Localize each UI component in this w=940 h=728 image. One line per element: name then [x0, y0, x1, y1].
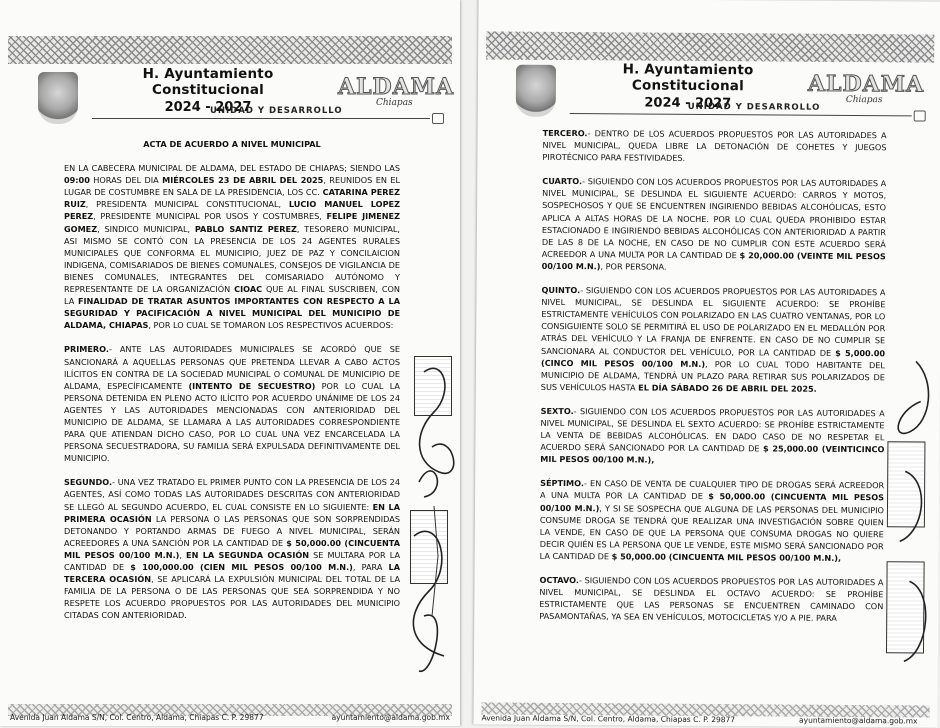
page-2-body	[539, 127, 887, 637]
clause-cuarto: CUARTO.- SIGUIENDO CON LOS ACUERDOS PROPUESTOS POR LAS AUTORIDADES A NIVEL MUNICIPAL, SE DESLINDA EL SIGUIENTE ACUERDO: CARROS Y MOTOS, SOSPECHOSOS Y QUE SE ENCUENTREN INGIRIENDO BEBIDAS ALCOHÓLICAS, ESTO APLICA A ALTAS HORAS DE LA NOCHE. POR LO CUAL QUEDA PROHIBIDO ESTAR ESTACIONADO E INGIRIENDO BEBIDAS ALCOHÓLICAS CON ANTERIORIDAD A PARTIR DE LAS 8 DE LA NOCHE, EN CASO DE NO CUMPLIR CON ESTE ACUERDO SERÁ ACREEDOR A UNA MULTA POR LA CANTIDAD DE $ 20,000.00 (VEINTE MIL PESOS 00/100 M.N.), POR PERSONA.	[541, 176, 887, 272]
letterhead-title: H. Ayuntamiento Constitucional	[622, 61, 754, 95]
clause-segundo: SEGUNDO.- UNA VEZ TRATADO EL PRIMER PUNTO CON LA PRESENCIA DE LOS 24 AGENTES, ASÍ COMO TODAS LAS AUTORIDADES DESCRITAS CON ANTERIORIDAD SE LLEGÓ AL SEGUNDO ACUERDO, EL CUAL CONSISTE EN LO SIGUIENTE: EN LA PRIMERA OCASIÓN LA PERSONA O LAS PERSONAS QUE SON SORPRENDIDAS DETONANDO Y PORTANDO ARMAS DE FUEGO A NIVEL MUNICIPAL, SERÁN ACREEDORES A UNA SANCIÓN POR LA CANTIDAD DE $ 50,000.00 (CINCUENTA MIL PESOS 00/100 M.N.), EN LA SEGUNDA OCASIÓN SE MULTARA POR LA CANTIDAD DE $ 100,000.00 (CIEN MIL PESOS 00/100 M.N.), PARA LA TERCERA OCASIÓN, SE APLICARÁ LA EXPULSIÓN MUNICIPAL DEL TOTAL DE LA FAMILIA DE LA PERSONA O DE LAS PERSONAS QUE SEA SORPRENDIDA Y NO RESPETE LOS ACUERDO PROPUESTOS POR LAS AUTORIDADES DEL MUNICIPIO CITADAS CON ANTERIORIDAD.	[64, 477, 401, 621]
header-pattern-band	[486, 31, 934, 62]
aldama-logo	[338, 70, 455, 114]
clause-sexto: SEXTO.- SIGUIENDO CON LOS ACUERDOS PROPUESTOS POR LAS AUTORIDADES A NIVEL MUNICIPAL, SE DESLINDA EL SEXTO ACUERDO: SE PROHÍBE ESTRICTAMENTE LA VENTA DE BEBIDAS ALCOHÓLICAS. EN DADO CASO DE NO RESPETAR EL ACUERDO SERÁ SANCIONADO POR LA CANTIDAD DE $ 25,000.00 (VEINTICINCO MIL PESOS 00/100 M.N.),	[540, 405, 885, 465]
letterhead-motto: UNIDAD Y DESARROLLO	[210, 106, 343, 116]
footer-address: Avenida Juan Aldama S/N, Col. Centro, Aldama, Chiapas C. P. 29877	[10, 713, 264, 722]
footer-email: ayuntamiento@aldama.gob.mx	[331, 713, 450, 722]
signature-mark	[404, 352, 460, 502]
signature-mark	[884, 351, 940, 681]
document-page-2	[473, 0, 940, 728]
clause-tercero: TERCERO.- DENTRO DE LOS ACUERDOS PROPUESTOS POR LAS AUTORIDADES A NIVEL MUNICIPAL, QUEDA LIBRE LA DETONACIÓN DE COHETES Y JUEGOS PIROTÉCNICO PARA FESTIVIDADES.	[542, 127, 887, 164]
clause-quinto: QUINTO.- SIGUIENDO CON LOS ACUERDOS PROPUESTOS POR LAS AUTORIDADES A NIVEL MUNICIPAL, SE DESLINDA EL SIGUIENTE ACUERDO: SE PROHÍBE ESTRICTAMENTE VEHÍCULOS CON POLARIZADO EN LAS CUATRO VENTANAS, POR LO CONSIGUIENTE SOLO SE PERMITIRÁ EL USO DE POLARIZADO EN EL MEDALLÓN POR ATRÁS DEL VEHÍCULO Y LA FRANJA DE ENFRENTE. EN CASO DE NO CUMPLIR SE SANCIONARA AL CONDUCTOR DEL VEHÍCULO, POR LA CANTIDAD DE $ 5,000.00 (CINCO MIL PESOS 00/100 M.N.), POR LO CUAL TODO HABITANTE DEL MUNICIPIO DE ALDAMA, TENDRÁ UN PLAZO PARA RETIRAR SUS POLARIZADOS DE SUS VEHÍCULOS HASTA EL DÍA SÁBADO 26 DE ABRIL DEL 2025.	[540, 284, 886, 394]
document-title: ACTA DE ACUERDO A NIVEL MUNICIPAL	[143, 139, 321, 149]
letterhead-motto: UNIDAD Y DESARROLLO	[687, 101, 821, 113]
header-rule	[92, 118, 430, 119]
footer-email: ayuntamiento@aldama.gob.mx	[799, 715, 918, 726]
signature-mark	[404, 496, 460, 686]
clause-octavo: OCTAVO.- SIGUIENDO CON LOS ACUERDOS PROPUESTOS POR LAS AUTORIDADES A NIVEL MUNICIPAL, SE DESLINDA EL OCTAVO ACUERDO: SE PROHÍBE ESTRICTAMENTE QUE LAS PERSONAS SE ENCUENTREN CAMINADO CON PASAMONTAÑAS, YA SEA EN VEHÍCULOS, MOTOCICLETAS Y/O A PIE. PARA	[539, 574, 884, 624]
document-page-1	[0, 0, 460, 726]
aldama-logo-sub: Chiapas	[845, 94, 883, 106]
letterhead-years: 2024 - 2027	[644, 95, 732, 112]
aldama-logo-sub: Chiapas	[376, 98, 413, 108]
aldama-logo-word: ALDAMA	[338, 74, 455, 100]
letterhead-years: 2024 - 2027	[164, 100, 252, 115]
coat-of-arms-emblem	[516, 65, 556, 117]
coat-of-arms-emblem	[38, 72, 78, 124]
letterhead-title: H. Ayuntamiento Constitucional	[142, 66, 274, 98]
aldama-logo	[807, 67, 925, 112]
aldama-logo-word: ALDAMA	[807, 70, 925, 98]
clause-septimo: SÉPTIMO.- EN CASO DE VENTA DE CUALQUIER TIPO DE DROGAS SERÁ ACREEDOR A UNA MULTA POR LA CANTIDAD DE $ 50,000.00 (CINCUENTA MIL PESOS 00/100 M.N.), Y SI SE SOSPECHA QUE ALGUNA DE LAS PERSONAS DEL MUNICIPIO CONSUME DROGA SE TENDRÁ QUE REALIZAR UNA INVESTIGACIÓN SOBRE QUIEN LA VENDE, EN CASO DE QUE LA PERSONA QUE CONSUMA DROGAS NO QUIERE DECIR QUIÉN ES LA PERSONA QUE LE VENDE, ESTE MISMO SERÁ SANCIONADO POR LA CANTIDAD DE $ 50,000.00 (CINCUENTA MIL PESOS 00/100 M.N.),	[539, 478, 885, 563]
footer-address: Avenida Juan Aldama S/N, Col. Centro, Aldama, Chiapas C. P. 29877	[481, 713, 736, 725]
intro-paragraph: EN LA CABECERA MUNICIPAL DE ALDAMA, DEL ESTADO DE CHIAPAS; SIENDO LAS 09:00 HORAS DEL DIA MIÉRCOLES 23 DE ABRIL DEL 2025, REUNIDOS EN EL LUGAR DE COSTUMBRE EN SALA DE LA PRESIDENCIA, LOS CC. CATARINA PEREZ RUIZ, PRESIDENTA MUNICIPAL CONSTITUCIONAL, LUCIO MANUEL LOPEZ PEREZ, PRESIDENTE MUNICIPAL POR USOS Y COSTUMBRES, FELIPE JIMENEZ GOMEZ, SINDICO MUNICIPAL, PABLO SANTIZ PEREZ, TESORERO MUNICIPAL, ASI MISMO SE CONTÓ CON LA PRESENCIA DE LOS 24 AGENTES RURALES MUNICIPALES QUE CONFORMA EL MUNICIPIO, JUEZ DE PAZ Y CONCILAICION INDIGENA, COMISARIADOS DE BIENES COMUNALES, CONSEJOS DE VIGILANCIA DE BIENES COMUNALES, INTEGRANTES DEL COMISARIADO AUTÓNOMO Y REPRESENTANTE DE LA ORGANIZACIÓN CIOAC QUE AL FINAL SUSCRIBEN, CON LA FINALIDAD DE TRATAR ASUNTOS IMPORTANTES CON RESPECTO A LA SEGURIDAD Y PACIFICACIÓN A NIVEL MUNICIPAL DEL MUNICIPIO DE ALDAMA, CHIAPAS, POR LO CUAL SE TOMARON LOS RESPECTIVOS ACUERDOS:	[64, 163, 401, 331]
header-pattern-band	[8, 36, 452, 64]
page-1-body	[64, 138, 400, 633]
header-rule	[570, 113, 912, 116]
clause-primero: PRIMERO.- ANTE LAS AUTORIDADES MUNICIPALES SE ACORDÓ QUE SE SANCIONARÁ A AQUELLAS PERSONAS QUE PRETENDA LLEVAR A CABO ACTOS ILÍCITOS EN CONTRA DE LA SOCIEDAD MUNICIPAL O COMUNAL DE MUNICIPIO DE ALDAMA, ESPECÍFICAMENTE (INTENTO DE SECUESTRO) POR LO CUAL LA PERSONA DETENIDA EN PLENO ACTO ILÍCITO POR ACUERDO UNÁNIME DE LOS 24 AGENTES Y LAS AUTORIDADES MENCIONADAS CON ANTERIORIDAD DEL MUNICIPIO DE ALDAMA, SE LLAMARA A LAS AUTORIDADES CORRESPONDIENTE PARA QUE ATIENDAN DICHO CASO, POR LO CUAL UNA VEZ ENCARCELADA LA PERSONA SECUESTRADORA, SU FAMILIA SERÁ EXPULSADA DEFINITIVAMENTE DEL MUNICIPIO.	[64, 344, 400, 464]
